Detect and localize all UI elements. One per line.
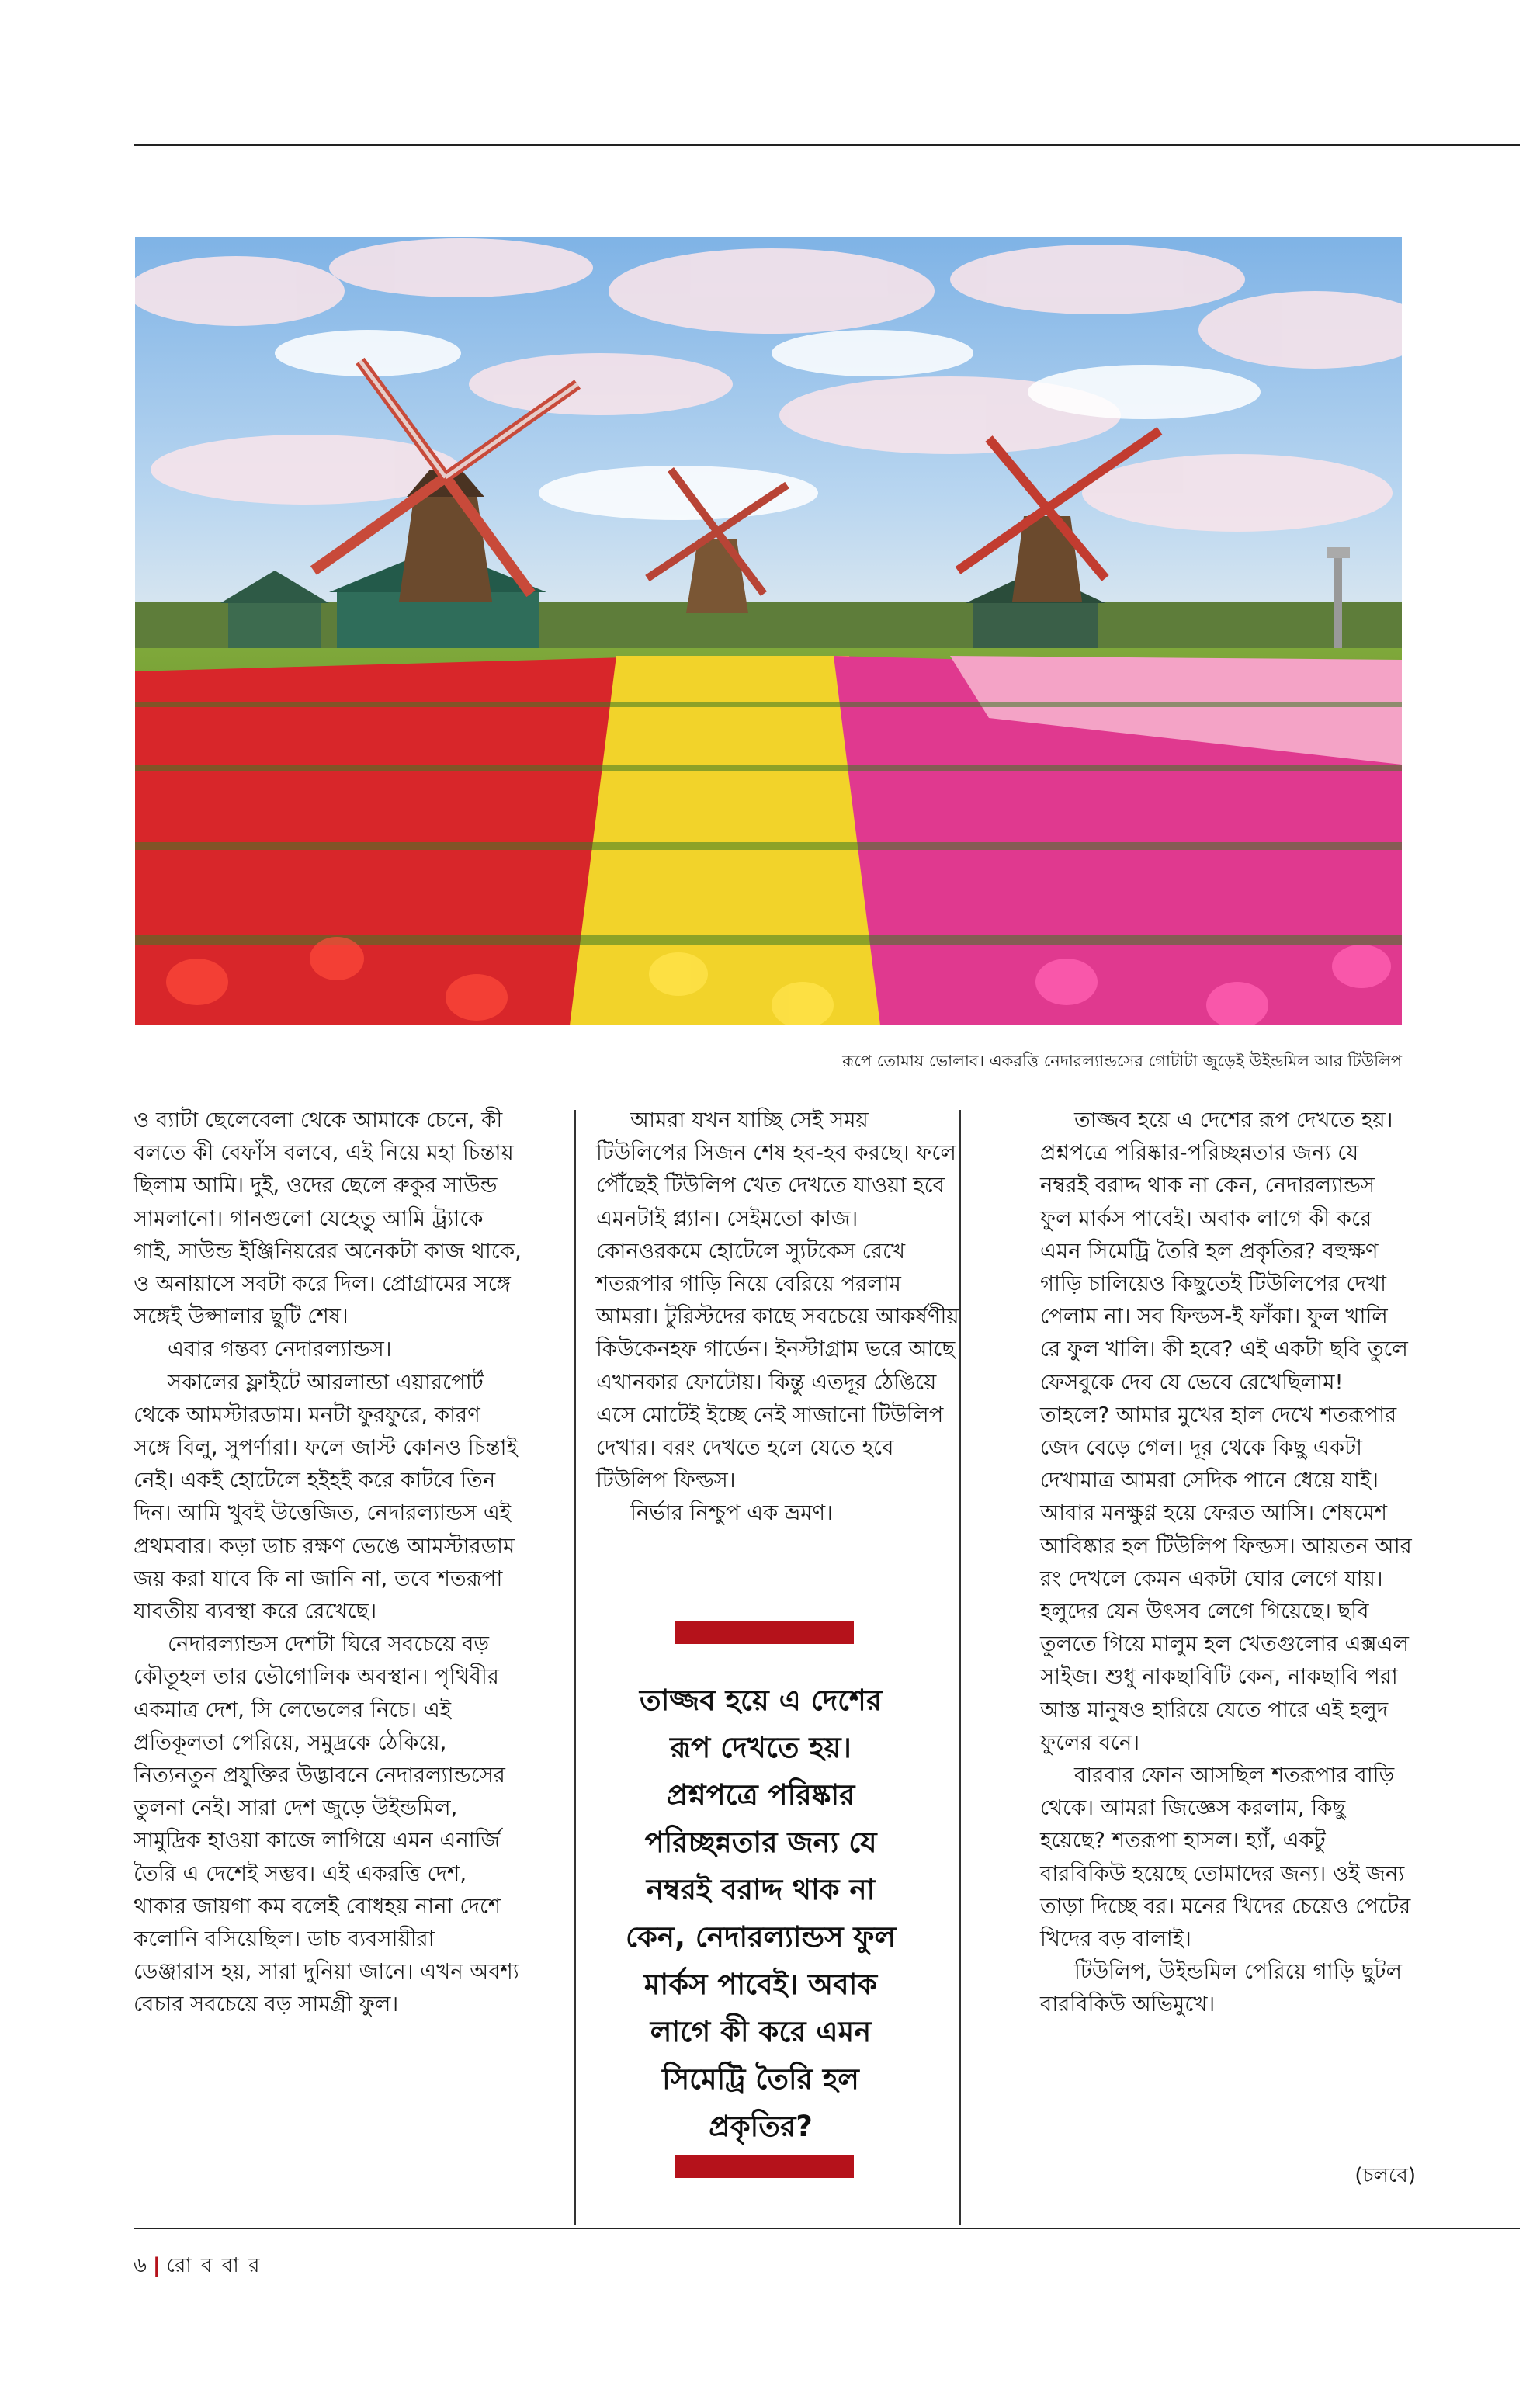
paragraph: তাজ্জব হয়ে এ দেশের রূপ দেখতে হয়। প্রশ্নপত্রে পরিষ্কার-পরিচ্ছন্নতার জন্য যে নম্বরই বরাদ্দ থাক না কেন, নেদারল্যান্ডস ফুল মার্কস পাবেই। অবাক লাগে কী করে এমন সিমেট্রি তৈরি হল প্রকৃতির? বহুক্ষণ গাড়ি চালিয়েও কিছুতেই টিউলিপের দেখা পেলাম না। সব ফিল্ডস-ই ফাঁকা। ফুল খালি রে ফুল খালি। কী হবে? এই একটা ছবি তুলে ফেসবুকে দেব যে ভেবে রেখেছিলাম! তাহলে? আমার মুখের হাল দেখে শতরূপার জেদ বেড়ে গেল। দূর থেকে কিছু একটা দেখামাত্র আমরা সেদিক পানে ধেয়ে যাই। আবার মনক্ষুণ্ণ হয়ে ফেরত আসি। শেষমেশ আবিষ্কার হল টিউলিপ ফিল্ডস। আয়তন আর রং দেখলে কেমন একটা ঘোর লেগে যায়। হলুদের যেন উৎসব লেগে গিয়েছে। ছবি তুলতে গিয়ে মালুম হল খেতগুলোর এক্সএল সাইজ। শুধু নাকছাবিটি কেন, নাকছাবি পরা আস্ত মানুষও হারিয়ে যেতে পারে এই হলুদ ফুলের বনে। bbox=[1040, 1108, 1412, 1755]
paragraph: টিউলিপ, উইন্ডমিল পেরিয়ে গাড়ি ছুটল বারবিকিউ অভিমুখে। bbox=[1040, 1959, 1403, 2017]
paragraph: নির্ভার নিশ্চুপ এক ভ্রমণ। bbox=[630, 1500, 833, 1526]
paragraph: এবার গন্তব্য নেদারল্যান্ডস। bbox=[168, 1337, 392, 1362]
page-number: ৬ bbox=[134, 2254, 148, 2277]
column-divider bbox=[574, 1110, 576, 2225]
paragraph: ও ব্যাটা ছেলেবেলা থেকে আমাকে চেনে, কী বলতে কী বেফাঁস বলবে, এই নিয়ে মহা চিন্তায় ছিলাম আমি। দুই, ওদের ছেলে রুকুর সাউন্ড সামলানো। গানগুলো যেহেতু আমি ট্র্যাকে গাই, সাউন্ড ইঞ্জিনিয়রের অনেকটা কাজ থাকে, ও অনায়াসে সবটা করে দিল। প্রোগ্রামের সঙ্গে সঙ্গেই উপ্সালার ছুটি শেষ। bbox=[134, 1108, 522, 1330]
pull-quote-top-bar bbox=[675, 1621, 854, 1644]
pull-quote-bottom-bar bbox=[675, 2155, 854, 2178]
continued-note: (চলবে) bbox=[1354, 2164, 1416, 2187]
top-rule bbox=[134, 144, 1520, 146]
article-column-3 bbox=[1040, 1104, 1413, 2021]
paragraph: বারবার ফোন আসছিল শতরূপার বাড়ি থেকে। আমরা জিজ্ঞেস করলাম, কিছু হয়েছে? শতরূপা হাসল। হ্যাঁ, একটু বারবিকিউ হয়েছে তোমাদের জন্য। ওই জন্য তাড়া দিচ্ছে বর। মনের খিদের চেয়েও পেটের খিদের বড় বালাই। bbox=[1040, 1763, 1411, 1952]
paragraph: সকালের ফ্লাইটে আরলান্ডা এয়ারপোর্ট থেকে আমস্টারডাম। মনটা ফুরফুরে, কারণ সঙ্গে বিলু, সুপর্ণারা। ফলে জাস্ট কোনও চিন্তাই নেই। একই হোটেলে হইহই করে কাটবে তিন দিন। আমি খুবই উত্তেজিত, নেদারল্যান্ডস এই প্রথমবার। কড়া ডাচ রক্ষণ ভেঙে আমস্টারডাম জয় করা যাবে কি না জানি না, তবে শতরূপা যাবতীয় ব্যবস্থা করে রেখেছে। bbox=[134, 1369, 518, 1625]
magazine-name: রো ব বা র bbox=[166, 2254, 262, 2277]
pull-quote: তাজ্জব হয়ে এ দেশের রূপ দেখতে হয়। প্রশ্নপত্রে পরিষ্কার পরিচ্ছন্নতার জন্য যে নম্বরই বরাদ্দ থাক না কেন, নেদারল্যান্ডস ফুল মার্কস পাবেই। অবাক লাগে কী করে এমন সিমেট্রি তৈরি হল প্রকৃতির? bbox=[625, 1684, 897, 2143]
photo-caption: রূপে তোমায় ভোলাব। একরত্তি নেদারল্যান্ডসের গোটাটা জুড়েই উইন্ডমিল আর টিউলিপ bbox=[842, 1052, 1402, 1070]
footer-separator: | bbox=[152, 2254, 162, 2277]
article-column-2 bbox=[596, 1104, 961, 1530]
column-divider bbox=[959, 1110, 961, 2225]
article-column-1 bbox=[134, 1104, 522, 2021]
paragraph: নেদারল্যান্ডস দেশটা ঘিরে সবচেয়ে বড় কৌতূহল তার ভৌগোলিক অবস্থান। পৃথিবীর একমাত্র দেশ, সি লেভেলের নিচে। এই প্রতিকূলতা পেরিয়ে, সমুদ্রকে ঠেকিয়ে, নিত্যনতুন প্রযুক্তির উদ্ভাবনে নেদারল্যান্ডসের তুলনা নেই। সারা দেশ জুড়ে উইন্ডমিল, সামুদ্রিক হাওয়া কাজে লাগিয়ে এমন এনার্জি তৈরি এ দেশেই সম্ভব। এই একরত্তি দেশ, থাকার জায়গা কম বলেই বোধহয় নানা দেশে কলোনি বসিয়েছিল। ডাচ ব্যবসায়ীরা ডেঞ্জারাস হয়, সারা দুনিয়া জানে। এখন অবশ্য বেচার সবচেয়ে বড় সামগ্রী ফুল। bbox=[134, 1632, 519, 2017]
bottom-rule bbox=[134, 2228, 1520, 2229]
windmill-tulip-photo bbox=[135, 237, 1402, 1025]
page-footer bbox=[134, 2249, 261, 2284]
paragraph: আমরা যখন যাচ্ছি সেই সময় টিউলিপের সিজন শেষ হব-হব করছে। ফলে পৌঁছেই টিউলিপ খেত দেখতে যাওয়া হবে এমনটাই প্ল্যান। সেইমতো কাজ। কোনওরকমে হোটেলে স্যুটকেস রেখে শতরূপার গাড়ি নিয়ে বেরিয়ে পরলাম আমরা। টুরিস্টদের কাছে সবচেয়ে আকর্ষণীয় কিউকেনহফ গার্ডেন। ইনস্টাগ্রাম ভরে আছে এখানকার ফোটোয়। কিন্তু এতদূর ঠেঙিয়ে এসে মোটেই ইচ্ছে নেই সাজানো টিউলিপ দেখার। বরং দেখতে হলে যেতে হবে টিউলিপ ফিল্ডস। bbox=[596, 1108, 959, 1493]
